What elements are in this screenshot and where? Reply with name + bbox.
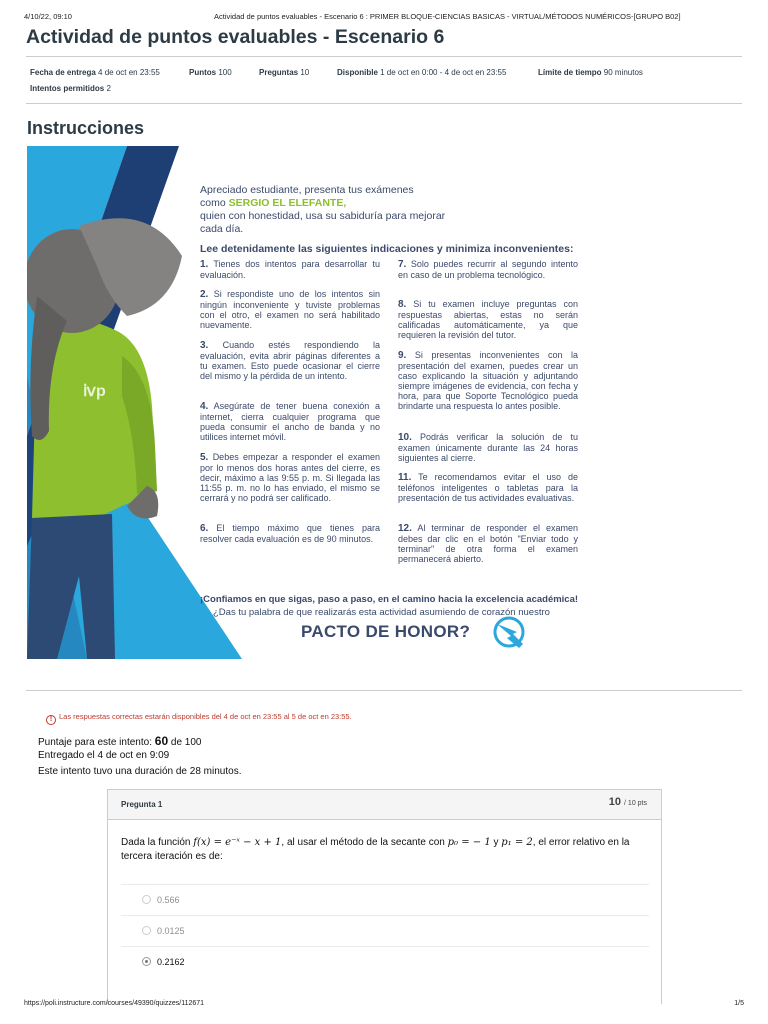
question-text: Dada la función f(x) = e⁻ˣ − x + 1, al usar el método de la secante con p₀ = − 1 y p₁ = 2, el error relativo en la tercera iteración es de: [121,837,630,862]
answer-option[interactable] [121,884,649,914]
instruction-item: 4. Asegúrate de tener buena conexión a internet, cierra cualquier programa que pueda consumir el ancho de banda y no utilices internet móvil. [200,401,380,442]
function-expression: f(x) = e⁻ˣ − x + 1 [193,837,282,848]
radio-button[interactable] [142,926,151,935]
due-date: Fecha de entrega 4 de oct en 23:55 [30,68,160,77]
score-value: 60 [154,734,169,748]
answer-option-selected[interactable] [121,946,649,976]
instruction-item: 6. El tiempo máximo que tienes para resolver cada evaluación es de 90 minutos. [200,523,380,544]
availability: Disponible 1 de oct en 0:00 - 4 de oct en 23:55 [337,68,507,77]
divider [26,56,742,57]
instruction-item: 3. Cuando estés respondiendo la evaluación, evita abrir páginas diferentes a tu examen. Esto puede ocasionar el cierre del mismo y la pérdida de un intento. [200,340,380,381]
print-header [24,12,744,24]
banner-closing-question: ¿Das tu palabra de que realizarás esta actividad asumiendo de corazón nuestro [213,607,550,618]
print-url: https://poli.instructure.com/courses/49390/quizzes/112671 [24,1000,205,1007]
banner-lead: Lee detenidamente las siguientes indicaciones y minimiza inconvenientes: [200,243,574,255]
pointing-hand-icon [495,618,523,648]
question-card [107,789,662,1004]
question-count: Preguntas 10 [259,68,310,77]
hoodie-logo: ⅳp [83,383,106,400]
instruction-item: 5. Debes empezar a responder el examen por lo menos dos horas antes del cierre, es decir, máximo a las 9:55 p. m. Si llegada las 11:55 p. m. no lo has enviado, el mismo se cerrará y no podrá ser calificado. [200,452,380,503]
divider [26,690,742,691]
banner-closing: ¡Confiamos en que sigas, paso a paso, en el camino hacia la excelencia académica! [200,594,579,605]
warning-icon: ! [46,715,56,725]
answers-availability-notice: ! Las respuestas correctas estarán disponibles del 4 de oct en 23:55 al 5 de oct en 23:55. [46,712,352,725]
radio-button-selected[interactable] [142,957,151,966]
question-points: 10 / 10 pts [608,796,647,808]
answer-label: 0.566 [157,895,180,905]
instructions-banner [27,146,593,659]
print-page-title: Actividad de puntos evaluables - Escenario 6 : PRIMER BLOQUE-CIENCIAS BASICAS - VIRTUAL/MÉTODOS NUMÉRICOS-[GRUPO B02] [214,12,681,21]
instruction-item: 2. Si respondiste uno de los intentos sin ningún inconveniente y tuviste problemas con el otro, el examen no será habilitado nuevamente. [200,289,380,330]
print-page-number: 1/5 [734,1000,744,1007]
pacto-de-honor: PACTO DE HONOR? [301,622,471,641]
p0-expression: p₀ = − 1 [447,837,491,848]
time-limit: Límite de tiempo 90 minutos [538,68,643,77]
instruction-item: 7. Solo puedes recurrir al segundo intento en caso de un problema tecnológico. [398,259,578,280]
attempt-score: Puntaje para este intento: 60 de 100 [38,734,202,748]
allowed-attempts: Intentos permitidos 2 [30,84,111,93]
points: Puntos 100 [189,68,232,77]
instruction-item: 10. Podrás verificar la solución de tu examen únicamente durante las 24 horas siguientes al cierre. [398,432,578,463]
banner-intro: Apreciado estudiante, presenta tus exámenes como SERGIO EL ELEFANTE, quien con honestidad, usa su sabiduría para mejorar cada día. [200,184,446,235]
instruction-item: 1. Tienes dos intentos para desarrollar tu evaluación. [200,259,380,280]
answer-label: 0.2162 [157,957,185,967]
instruction-item: 12. Al terminar de responder el examen debes dar clic en el botón "Enviar todo y terminar" de otra forma el examen permanecerá abierto. [398,523,578,564]
answer-option[interactable] [121,915,649,945]
attempt-duration: Este intento tuvo una duración de 28 minutos. [38,766,242,777]
page-title: Actividad de puntos evaluables - Escenario 6 [26,26,445,48]
radio-button[interactable] [142,895,151,904]
question-label: Pregunta 1 [121,800,163,809]
print-footer [24,1000,744,1010]
submitted-at: Entregado el 4 de oct en 9:09 [38,750,170,761]
question-header [108,790,661,820]
instruction-item: 11. Te recomendamos evitar el uso de teléfonos inteligentes o tabletas para la presentación de tus actividades evaluativas. [398,472,578,503]
divider [26,103,742,104]
instruction-item: 9. Si presentas inconvenientes con la presentación del examen, puedes crear un caso explicando la situación y adjuntando siempre imágenes de evidencia, con fecha y hora, para que Soporte Tecnológico pueda brindarte una respuesta lo antes posible. [398,350,578,411]
instructions-heading: Instrucciones [27,118,145,138]
answer-label: 0.0125 [157,926,185,936]
p1-expression: p₁ = 2 [501,837,533,848]
elephant-name: SERGIO EL ELEFANTE, [228,197,347,209]
instruction-item: 8. Si tu examen incluye preguntas con respuestas abiertas, estas no serán calificadas automáticamente, ya que requieren la revisión del tutor. [398,299,578,340]
print-timestamp: 4/10/22, 09:10 [24,12,72,21]
